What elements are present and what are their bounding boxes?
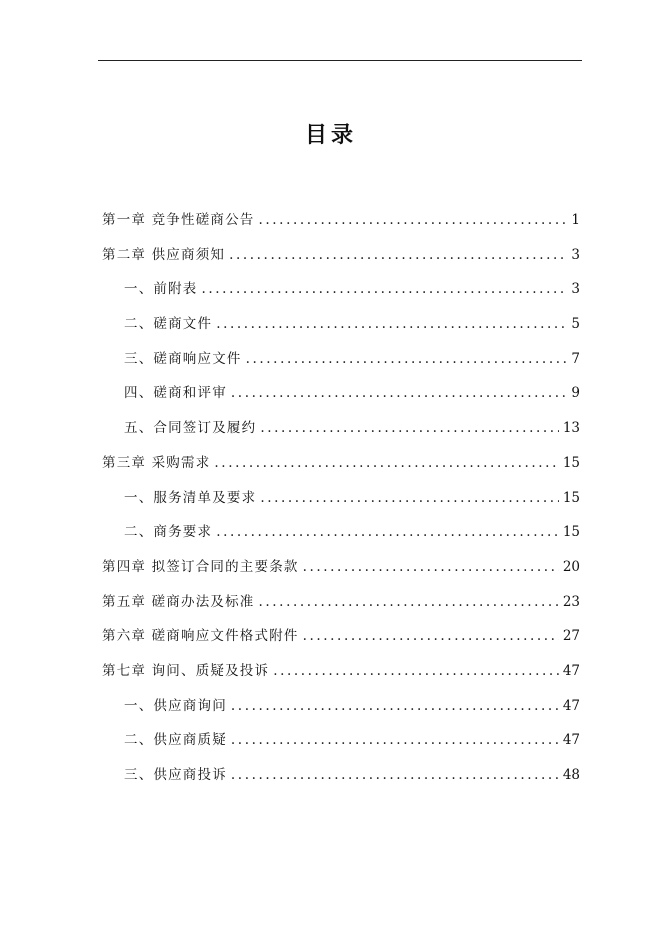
toc-page-number: 15 bbox=[562, 454, 580, 471]
toc-entry[interactable] bbox=[102, 486, 580, 521]
toc-leader bbox=[214, 455, 558, 471]
toc-leader bbox=[231, 732, 559, 748]
toc-entry[interactable] bbox=[102, 277, 580, 312]
toc-page-number: 15 bbox=[562, 524, 580, 541]
toc-leader bbox=[216, 524, 559, 540]
toc-label: 第六章 磋商响应文件格式附件 bbox=[102, 628, 299, 645]
toc-leader bbox=[260, 490, 559, 506]
toc-label: 第七章 询问、质疑及投诉 bbox=[102, 662, 270, 679]
toc-leader bbox=[273, 663, 559, 679]
toc-entry[interactable] bbox=[102, 763, 580, 798]
toc-label: 第一章 竞争性磋商公告 bbox=[102, 212, 255, 228]
toc-page-number: 3 bbox=[571, 246, 580, 263]
toc-leader bbox=[246, 351, 568, 367]
toc-page-number: 47 bbox=[562, 697, 580, 714]
toc-label: 一、供应商询问 bbox=[124, 697, 227, 714]
toc-leader bbox=[303, 559, 559, 575]
table-of-contents bbox=[102, 208, 580, 798]
toc-entry[interactable] bbox=[102, 416, 580, 451]
toc-page-number: 23 bbox=[562, 593, 580, 610]
toc-entry[interactable] bbox=[102, 451, 580, 486]
toc-leader bbox=[231, 698, 559, 714]
toc-entry[interactable] bbox=[102, 694, 580, 729]
toc-entry[interactable] bbox=[102, 659, 580, 694]
toc-leader bbox=[259, 594, 559, 610]
toc-page-number: 47 bbox=[562, 662, 580, 679]
toc-leader bbox=[231, 767, 559, 783]
toc-entry[interactable] bbox=[102, 520, 580, 555]
toc-label: 第四章 拟签订合同的主要条款 bbox=[102, 558, 299, 575]
toc-leader bbox=[216, 316, 567, 332]
toc-label: 三、磋商响应文件 bbox=[124, 350, 242, 367]
toc-leader bbox=[231, 385, 568, 401]
toc-label: 第二章 供应商须知 bbox=[102, 246, 226, 263]
toc-page-number: 9 bbox=[571, 385, 580, 402]
header-rule bbox=[98, 60, 582, 61]
toc-leader bbox=[202, 281, 568, 297]
toc-page-number: 3 bbox=[571, 281, 580, 298]
toc-leader bbox=[259, 212, 568, 228]
toc-leader bbox=[303, 628, 559, 644]
toc-page-number: 13 bbox=[562, 420, 580, 437]
toc-label: 二、商务要求 bbox=[124, 524, 213, 541]
toc-entry[interactable] bbox=[102, 728, 580, 763]
toc-label: 一、服务清单及要求 bbox=[124, 489, 257, 506]
toc-label: 五、合同签订及履约 bbox=[124, 420, 257, 437]
toc-page-number: 27 bbox=[562, 628, 580, 645]
toc-label: 三、供应商投诉 bbox=[124, 767, 227, 783]
page-title: 目录 bbox=[304, 122, 357, 148]
toc-page-number: 7 bbox=[571, 350, 580, 367]
toc-label: 二、供应商质疑 bbox=[124, 732, 227, 749]
toc-label: 一、前附表 bbox=[124, 281, 198, 298]
toc-label: 第五章 磋商办法及标准 bbox=[102, 593, 255, 610]
toc-page-number: 48 bbox=[562, 767, 580, 783]
toc-entry[interactable] bbox=[102, 243, 580, 278]
toc-label: 第三章 采购需求 bbox=[102, 454, 211, 471]
toc-entry[interactable] bbox=[102, 312, 580, 347]
toc-entry[interactable] bbox=[102, 624, 580, 659]
toc-page-number: 5 bbox=[571, 316, 580, 333]
toc-leader bbox=[260, 420, 559, 436]
toc-entry[interactable] bbox=[102, 590, 580, 625]
toc-entry[interactable] bbox=[102, 347, 580, 382]
toc-entry[interactable] bbox=[102, 555, 580, 590]
toc-leader bbox=[229, 247, 567, 263]
toc-entry[interactable] bbox=[102, 208, 580, 243]
toc-page-number: 1 bbox=[571, 212, 580, 228]
toc-page-number: 20 bbox=[562, 558, 580, 575]
toc-label: 二、磋商文件 bbox=[124, 316, 213, 333]
toc-page-number: 15 bbox=[562, 489, 580, 506]
toc-entry[interactable] bbox=[102, 381, 580, 416]
toc-page-number: 47 bbox=[562, 732, 580, 749]
toc-label: 四、磋商和评审 bbox=[124, 385, 227, 402]
